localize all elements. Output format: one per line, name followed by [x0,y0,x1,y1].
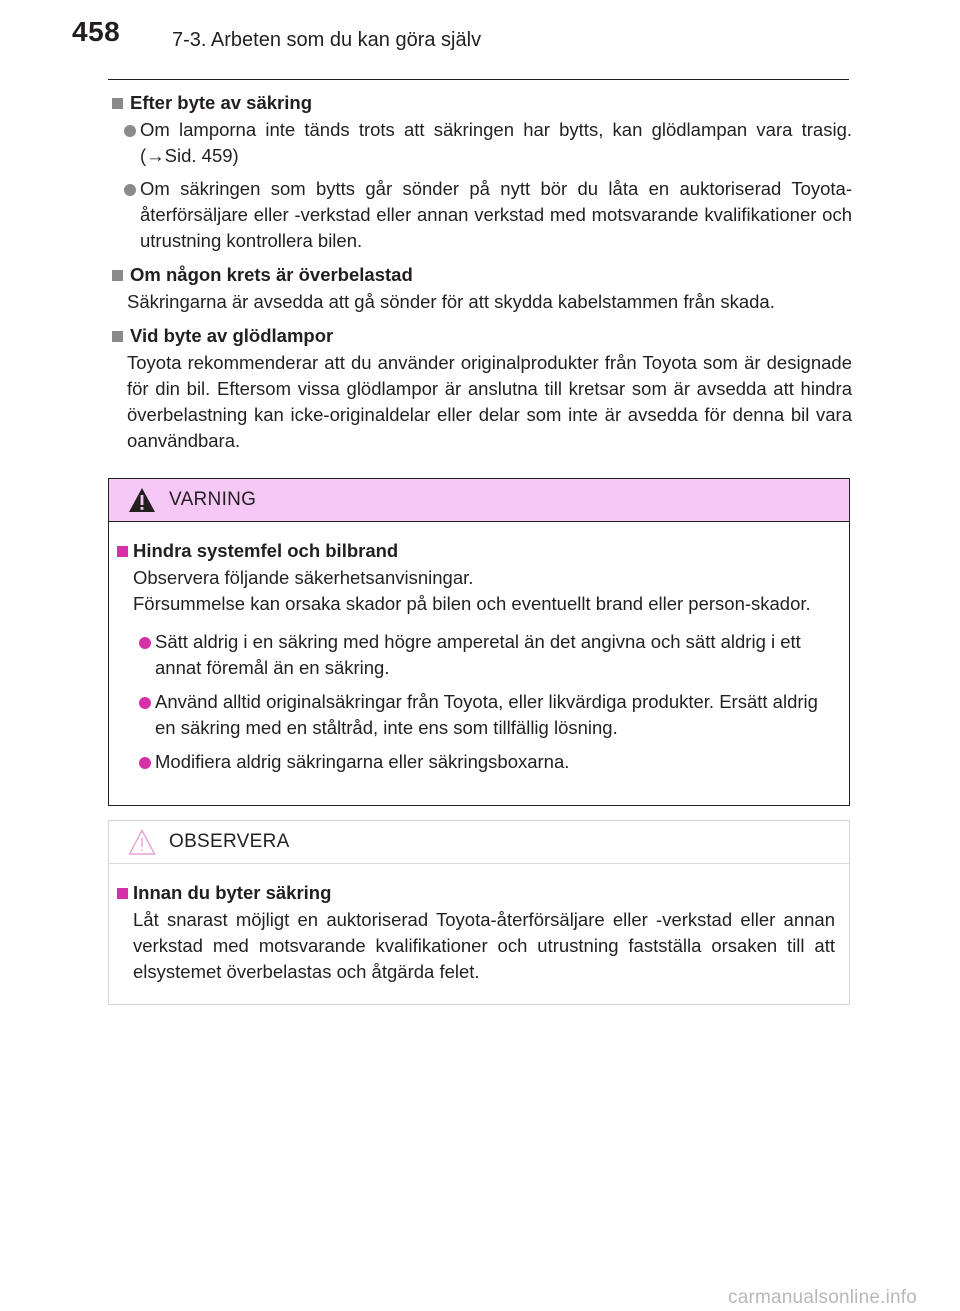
list-item-text: Använd alltid originalsäkringar från Toyota, eller likvärdiga produkter. Ersätt aldrig en säkring med en ståltråd, inte ens som tillfällig lösning. [155,691,818,738]
list-item-text: Sätt aldrig i en säkring med högre amperetal än det angivna och sätt aldrig i ett annat föremål än en säkring. [155,631,801,678]
warning-box-body [109,522,849,775]
section-after-fuse-change [108,90,852,254]
section-paragraph: Toyota rekommenderar att du använder originalprodukter från Toyota som är designade för din bil. Eftersom vissa glödlampor är anslutna till kretsar som är avsedda att hindra överbelastning kan icke-originaldelar eller delar som inte är avsedda för denna bil vara oanvändbara. [127,352,852,451]
list-item-text: Modifiera aldrig säkringarna eller säkringsboxarna. [155,751,570,772]
notice-paragraph: Låt snarast möjligt en auktoriserad Toyota-återförsäljare eller -verkstad eller annan verkstad med motsvarande kvalifikationer och utrustning fastställa orsaken till att elsystemet överbelastas och åtgärda felet. [133,909,835,982]
section-circuit-overload [108,262,852,315]
list-item [108,117,852,169]
list-item-text: Om lamporna inte tänds trots att säkringen har bytts, kan glödlampan vara trasig. (→Sid. 459) [140,119,852,166]
circle-bullet-icon [139,637,151,649]
warning-intro-line: Observera följande säkerhetsanvisningar. [133,567,474,588]
warning-heading-text: Hindra systemfel och bilbrand [133,540,399,561]
circle-bullet-icon [139,697,151,709]
circle-bullet-icon [124,125,136,137]
watermark: carmanualsonline.info [728,1287,918,1308]
notice-box [108,820,850,1005]
warning-box-header [109,479,849,522]
notice-heading [111,880,841,906]
square-bullet-icon [117,888,128,899]
square-bullet-icon [117,546,128,557]
chapter-title: 7-3. Arbeten som du kan göra själv [172,29,482,51]
list-item [108,176,852,254]
main-content [108,90,852,462]
circle-bullet-icon [139,757,151,769]
section-paragraph: Säkringarna är avsedda att gå sönder för att skydda kabelstammen från skada. [127,291,775,312]
notice-triangle-icon [127,828,157,856]
section-heading [108,323,852,349]
square-bullet-icon [112,270,123,281]
circle-bullet-icon [124,184,136,196]
notice-label: OBSERVERA [169,831,290,852]
section-heading-text: Vid byte av glödlampor [130,325,334,346]
section-heading [108,90,852,116]
warning-intro [111,565,841,617]
page-number: 458 [72,16,121,47]
square-bullet-icon [112,98,123,109]
page-header [0,0,960,84]
warning-label: VARNING [169,489,257,510]
section-heading-text: Efter byte av säkring [130,92,312,113]
list-item [111,629,841,681]
warning-intro-line: Försummelse kan orsaka skador på bilen och eventuellt brand eller person-skador. [133,593,811,614]
list-item-text: Om säkringen som bytts går sönder på nytt bör du låta en auktoriserad Toyota-återförsäljare eller -verkstad eller annan verkstad med motsvarande kvalifikationer och utrustning kontrollera bilen. [140,178,852,251]
notice-heading-text: Innan du byter säkring [133,882,332,903]
warning-heading [111,538,841,564]
section-bulb-replacement [108,323,852,454]
header-divider [108,79,849,80]
list-item [111,749,841,775]
section-heading-text: Om någon krets är överbelastad [130,264,413,285]
list-item [111,689,841,741]
warning-triangle-icon [127,486,157,514]
square-bullet-icon [112,331,123,342]
warning-box [108,478,850,806]
notice-box-header [109,821,849,864]
notice-box-body [109,864,849,985]
section-heading [108,262,852,288]
